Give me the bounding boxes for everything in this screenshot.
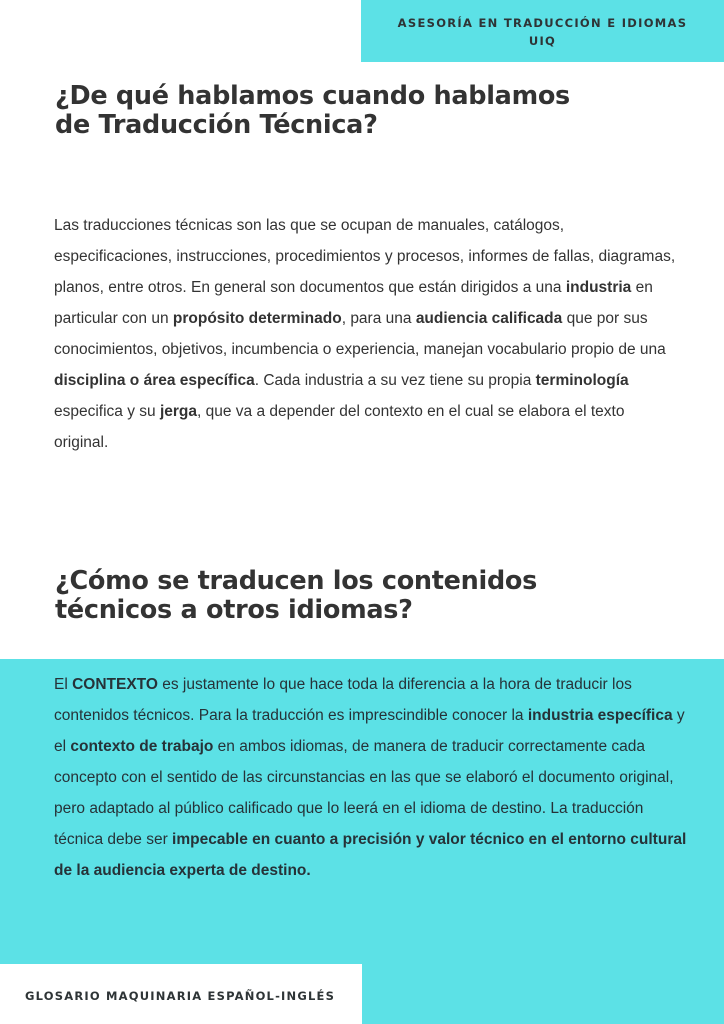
- section1-paragraph: [54, 210, 679, 458]
- text-run: y el: [54, 707, 685, 755]
- header-subtitle: UIQ: [528, 34, 557, 48]
- text-run: , para una: [341, 310, 416, 327]
- bold-phrase: jerga: [159, 403, 198, 420]
- bold-phrase: impecable en cuanto a precisión y valor técnico en el entorno cultural de la audiencia experta de destino.: [54, 831, 687, 879]
- section1-title: [55, 82, 570, 140]
- text-run: El: [54, 676, 73, 693]
- bold-phrase: disciplina o área específica: [54, 372, 255, 389]
- text-run: , que va a depender del contexto en el cual se elabora el texto original.: [54, 403, 625, 451]
- header-title: ASESORÍA EN TRADUCCIÓN E IDIOMAS: [397, 16, 688, 30]
- bold-phrase: contexto de trabajo: [70, 738, 214, 755]
- bold-phrase: audiencia calificada: [415, 310, 563, 327]
- text-run: en particular con un: [54, 279, 653, 327]
- footer-label: GLOSARIO MAQUINARIA ESPAÑOL-INGLÉS: [25, 989, 336, 1003]
- footer-banner: [0, 964, 362, 1024]
- bold-phrase: CONTEXTO: [72, 676, 158, 693]
- bold-phrase: propósito determinado: [172, 310, 342, 327]
- section1-title-line1: ¿De qué hablamos cuando hablamos: [55, 81, 570, 111]
- section2-title: [55, 567, 537, 625]
- text-run: es justamente lo que hace toda la diferencia a la hora de traducir los contenidos técnicos. Para la traducción es imprescindible conocer la: [54, 676, 632, 724]
- section2-title-line2: técnicos a otros idiomas?: [55, 595, 413, 625]
- section2-title-line1: ¿Cómo se traducen los contenidos: [55, 566, 537, 596]
- section2-paragraph: [54, 669, 694, 886]
- bold-phrase: terminología: [535, 372, 629, 389]
- text-run: que por sus conocimientos, objetivos, incumbencia o experiencia, manejan vocabulario propio de una: [54, 310, 666, 358]
- text-run: Las traducciones técnicas son las que se ocupan de manuales, catálogos, especificaciones, instrucciones, procedimientos y procesos, informes de fallas, diagramas, planos, entre otros. En general son documentos que están dirigidos a una: [54, 217, 676, 296]
- text-run: en ambos idiomas, de manera de traducir correctamente cada concepto con el sentido de las circunstancias en las que se elaboró el documento original, pero adaptado al público calificado que lo leerá en el idioma de destino. La traducción técnica debe ser: [54, 738, 674, 848]
- text-run: . Cada industria a su vez tiene su propia: [254, 372, 536, 389]
- section1-title-line2: de Traducción Técnica?: [55, 110, 378, 140]
- bold-phrase: industria específica: [527, 707, 673, 724]
- text-run: especifica y su: [54, 403, 160, 420]
- header-banner: [361, 0, 724, 62]
- bold-phrase: industria: [565, 279, 632, 296]
